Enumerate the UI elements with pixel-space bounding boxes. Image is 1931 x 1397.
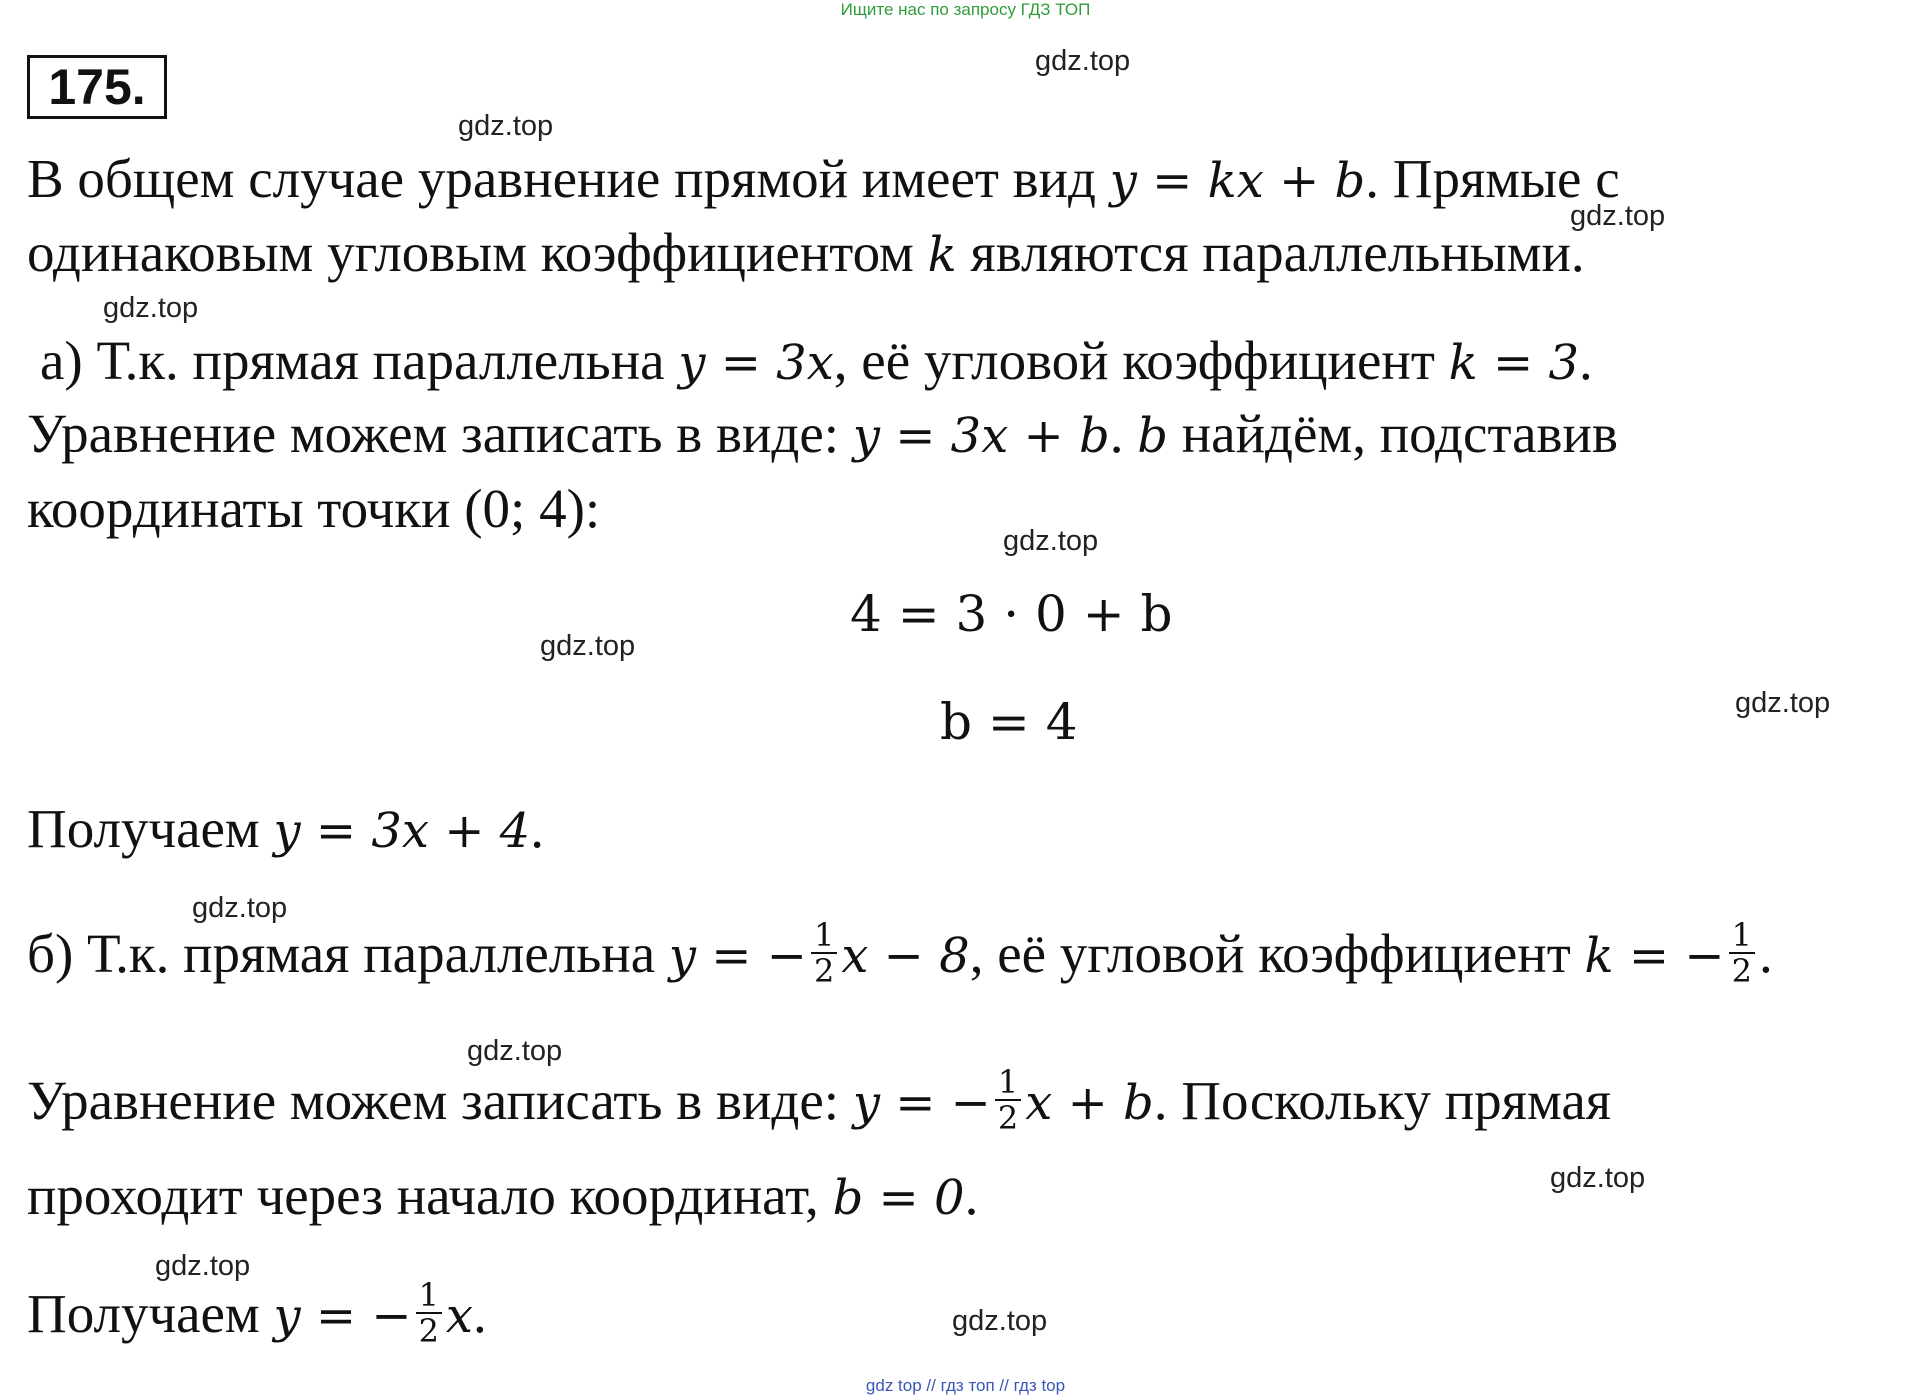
equation-b-value: b = 4 [940,693,1078,751]
watermark: gdz.top [1035,45,1131,77]
part-b-line-1: б) Т.к. прямая параллельна y = − $\frac{1}{2}$ x − 8, её угловой коэффициент k = − $\frac{1}{2}$ . [27,916,1773,991]
part-b-line-3: проходит через начало координат, b = 0. [27,1165,979,1226]
part-b-line-2: Уравнение можем записать в виде: y = − $\frac{1}{2}$ x + b. Поскольку прямая [27,1063,1612,1138]
watermark: gdz.top [458,110,554,142]
fraction-one-half: $\frac{1}{2}$ [811,918,837,988]
watermark: gdz.top [952,1305,1048,1337]
header-search-link[interactable]: Ищите нас по запросу ГДЗ ТОП [840,0,1091,19]
watermark: gdz.top [103,292,199,324]
problem-number: 175. [27,55,167,119]
fraction-one-half: $\frac{1}{2}$ [416,1278,442,1348]
fraction-one-half: $\frac{1}{2}$ [995,1065,1021,1135]
fraction-one-half: $\frac{1}{2}$ [1729,918,1755,988]
watermark: gdz.top [1550,1162,1646,1194]
watermark: gdz.top [1570,200,1666,232]
part-a-result: Получаем y = 3x + 4. [27,798,544,859]
intro-line-1: В общем случае уравнение прямой имеет вид y = kx + b. Прямые с [27,148,1620,209]
part-a-line-2: Уравнение можем записать в виде: y = 3x + b. b найдём, подставив [27,403,1618,464]
watermark: gdz.top [467,1035,563,1067]
watermark: gdz.top [1003,525,1099,557]
part-a-line-1: а) Т.к. прямая параллельна y = 3x, её угловой коэффициент k = 3. [40,330,1593,391]
watermark: gdz.top [155,1250,251,1282]
intro-line-2: одинаковым угловым коэффициентом k являются параллельными. [27,222,1585,283]
watermark: gdz.top [1735,687,1831,719]
footer-links[interactable]: gdz top // гдз топ // гдз top [865,1376,1066,1395]
part-b-result: Получаем y = − $\frac{1}{2}$ x. [27,1276,487,1351]
equation-substitution: 4 = 3 · 0 + b [850,585,1173,643]
watermark: gdz.top [540,630,636,662]
part-a-line-3: координаты точки (0; 4): [27,478,601,539]
watermark: gdz.top [192,892,288,924]
